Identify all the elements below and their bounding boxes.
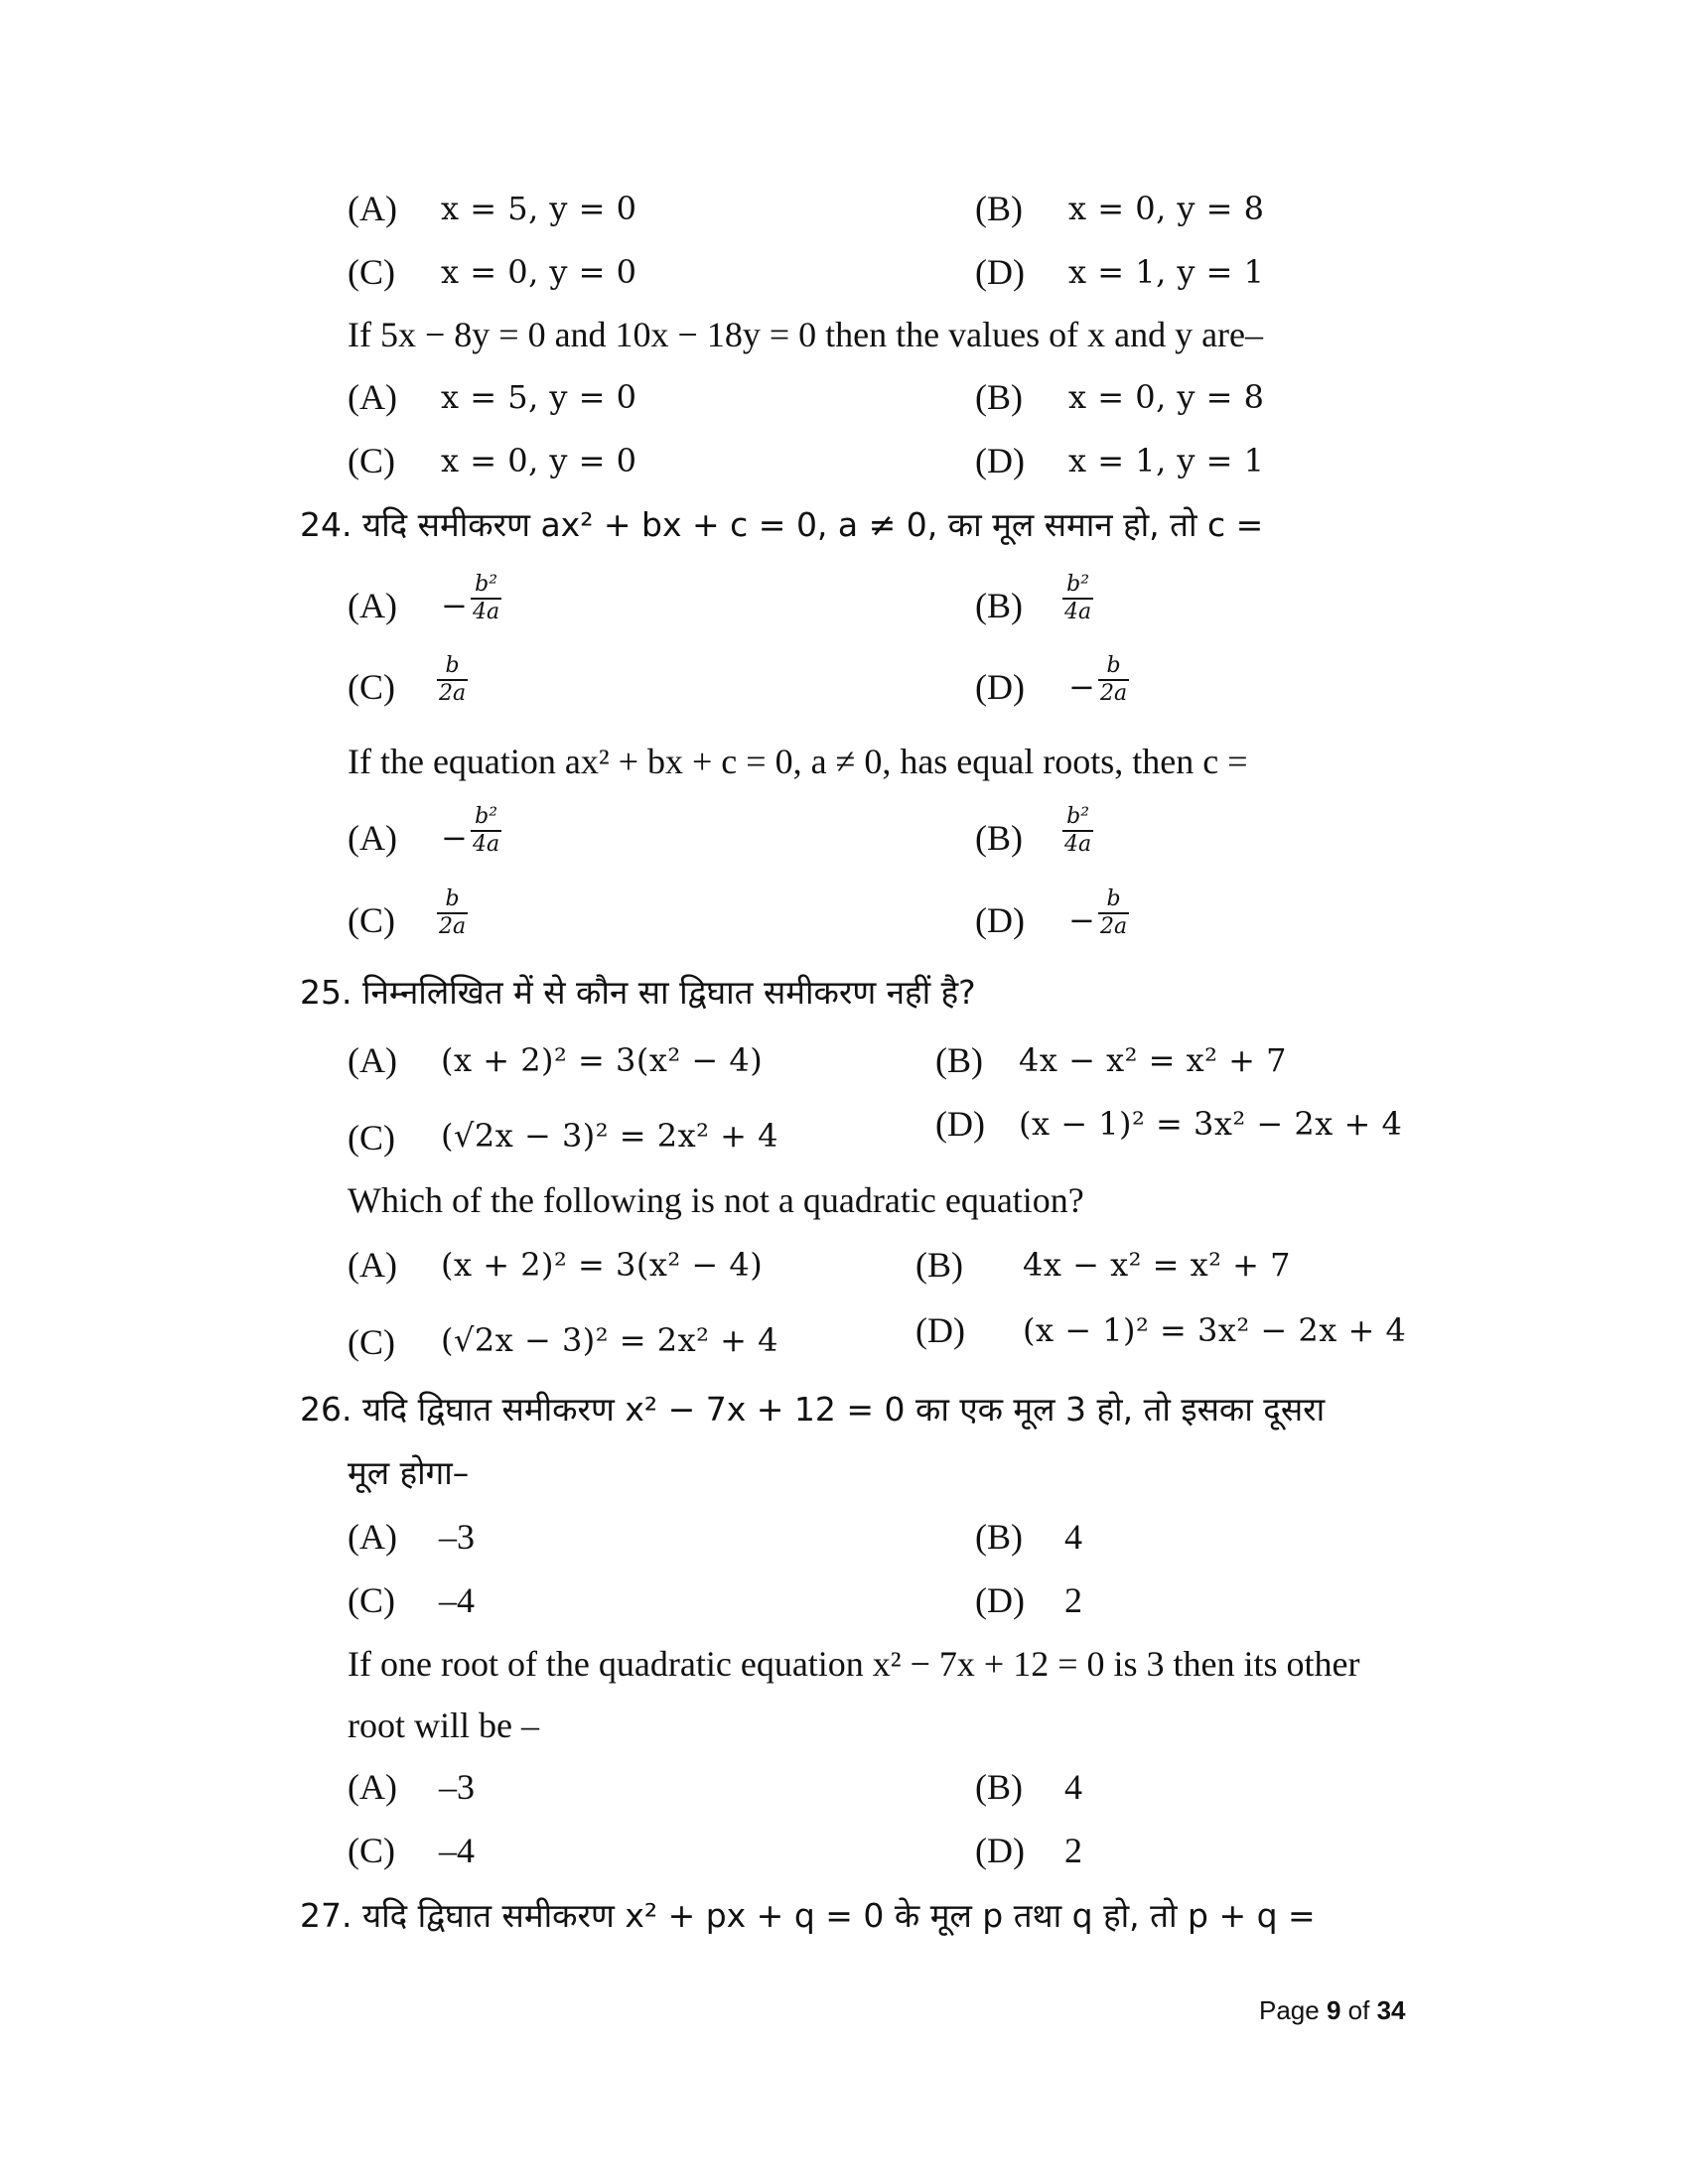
q24-en-option-a-fraction xyxy=(471,804,501,858)
q24-en-option-a-sign: − xyxy=(441,819,468,857)
q26-hi-question-line2: मूल होगा– xyxy=(348,1453,470,1492)
option-label-c: (C) xyxy=(348,667,395,707)
q25-hi-question: 25. निम्नलिखित में से कौन सा द्विघात समीकरण नहीं है? xyxy=(300,973,976,1012)
option-label-a: (A) xyxy=(348,377,397,417)
fraction-numerator: b xyxy=(1098,887,1129,914)
fraction-denominator: 4a xyxy=(473,600,500,624)
fraction-denominator: 2a xyxy=(1100,681,1128,706)
option-label-b: (B) xyxy=(975,1767,1023,1807)
q24-en-question: If the equation ax² + bx + c = 0, a ≠ 0, has equal roots, then c = xyxy=(348,742,1248,781)
q25-en-option-a: (x + 2)² = 3(x² − 4) xyxy=(441,1246,764,1284)
q24-hi-option-d-fraction xyxy=(1098,653,1129,707)
page-total: 34 xyxy=(1376,1995,1406,2025)
fraction-numerator: b xyxy=(437,887,468,914)
option-label-d: (D) xyxy=(975,441,1025,480)
option-label-b: (B) xyxy=(915,1245,963,1285)
fraction-denominator: 2a xyxy=(439,914,467,939)
q25-hi-option-a: (x + 2)² = 3(x² − 4) xyxy=(441,1041,764,1079)
fraction-numerator: b xyxy=(437,653,468,681)
q23-en-option-a: x = 5, y = 0 xyxy=(441,378,637,416)
page-prefix: Page xyxy=(1259,1995,1327,2025)
q26-en-question-line1: If one root of the quadratic equation x² − 7x + 12 = 0 is 3 then its other xyxy=(348,1644,1360,1684)
page-current: 9 xyxy=(1326,1995,1341,2025)
fraction-denominator: 2a xyxy=(1100,914,1128,939)
fraction-numerator: b² xyxy=(471,572,501,600)
option-label-d: (D) xyxy=(915,1310,965,1350)
q24-hi-option-a-sign: − xyxy=(441,587,468,624)
option-label-a: (A) xyxy=(348,1040,397,1080)
q26-hi-option-c: –4 xyxy=(439,1580,475,1620)
q23-hi-option-b: x = 0, y = 8 xyxy=(1068,190,1265,227)
q26-en-option-d: 2 xyxy=(1064,1831,1082,1870)
option-label-c: (C) xyxy=(348,900,395,940)
option-label-d: (D) xyxy=(975,252,1025,292)
q23-en-option-d: x = 1, y = 1 xyxy=(1068,442,1265,479)
q23-en-question: If 5x − 8y = 0 and 10x − 18y = 0 then the values of x and y are– xyxy=(348,315,1264,354)
page-middle: of xyxy=(1340,1995,1377,2025)
q24-hi-option-b-fraction xyxy=(1062,572,1093,625)
option-label-c: (C) xyxy=(348,441,395,480)
q26-en-option-a: –3 xyxy=(439,1767,475,1807)
fraction-denominator: 4a xyxy=(1064,600,1092,624)
fraction-numerator: b² xyxy=(1062,572,1093,600)
q26-hi-option-a: –3 xyxy=(439,1517,475,1557)
option-label-d: (D) xyxy=(975,900,1025,940)
option-label-a: (A) xyxy=(348,1245,397,1285)
q25-hi-option-d: (x − 1)² = 3x² − 2x + 4 xyxy=(1019,1105,1403,1143)
q25-en-option-c: (√2x − 3)² = 2x² + 4 xyxy=(441,1321,779,1359)
option-label-a: (A) xyxy=(348,1767,397,1807)
option-label-c: (C) xyxy=(348,252,395,292)
q23-hi-option-a: x = 5, y = 0 xyxy=(441,190,637,227)
option-label-d: (D) xyxy=(975,1831,1025,1870)
q24-hi-option-c-fraction xyxy=(437,653,468,707)
q26-hi-question-line1: 26. यदि द्विघात समीकरण x² − 7x + 12 = 0 का एक मूल 3 हो, तो इसका दूसरा xyxy=(300,1390,1326,1429)
q24-hi-option-a-fraction xyxy=(471,572,501,625)
q24-en-option-b-fraction xyxy=(1062,804,1093,858)
option-label-a: (A) xyxy=(348,1517,397,1557)
q25-hi-option-c: (√2x − 3)² = 2x² + 4 xyxy=(441,1117,779,1155)
option-label-d: (D) xyxy=(975,667,1025,707)
q25-hi-option-b: 4x − x² = x² + 7 xyxy=(1019,1041,1287,1079)
option-label-b: (B) xyxy=(935,1040,983,1080)
fraction-denominator: 2a xyxy=(439,681,467,706)
option-label-b: (B) xyxy=(975,1517,1023,1557)
option-label-b: (B) xyxy=(975,377,1023,417)
option-label-c: (C) xyxy=(348,1118,395,1158)
option-label-d: (D) xyxy=(935,1104,985,1144)
option-label-b: (B) xyxy=(975,189,1023,228)
q26-en-question-line2: root will be – xyxy=(348,1706,539,1745)
q24-hi-option-d-sign: − xyxy=(1068,668,1095,706)
fraction-numerator: b xyxy=(1098,653,1129,681)
q23-en-option-b: x = 0, y = 8 xyxy=(1068,378,1265,416)
option-label-c: (C) xyxy=(348,1580,395,1620)
q25-en-question: Which of the following is not a quadratic equation? xyxy=(348,1180,1084,1220)
q26-hi-option-b: 4 xyxy=(1064,1517,1082,1557)
option-label-c: (C) xyxy=(348,1831,395,1870)
option-label-b: (B) xyxy=(975,818,1023,858)
q24-en-option-c-fraction xyxy=(437,887,468,940)
fraction-denominator: 4a xyxy=(473,832,500,857)
q23-hi-option-d: x = 1, y = 1 xyxy=(1068,253,1265,291)
option-label-a: (A) xyxy=(348,818,397,858)
q23-en-option-c: x = 0, y = 0 xyxy=(441,442,637,479)
q25-en-option-b: 4x − x² = x² + 7 xyxy=(1023,1246,1291,1284)
q23-hi-option-c: x = 0, y = 0 xyxy=(441,253,637,291)
q24-en-option-d-fraction xyxy=(1098,887,1129,940)
q26-en-option-c: –4 xyxy=(439,1831,475,1870)
q26-en-option-b: 4 xyxy=(1064,1767,1082,1807)
option-label-a: (A) xyxy=(348,586,397,625)
fraction-numerator: b² xyxy=(471,804,501,832)
page-number xyxy=(1259,1995,1405,2026)
option-label-d: (D) xyxy=(975,1580,1025,1620)
q25-en-option-d: (x − 1)² = 3x² − 2x + 4 xyxy=(1023,1311,1407,1349)
option-label-b: (B) xyxy=(975,586,1023,625)
q24-en-option-d-sign: − xyxy=(1068,901,1095,939)
q26-hi-option-d: 2 xyxy=(1064,1580,1082,1620)
fraction-numerator: b² xyxy=(1062,804,1093,832)
q27-hi-question: 27. यदि द्विघात समीकरण x² + px + q = 0 के मूल p तथा q हो, तो p + q = xyxy=(300,1896,1316,1935)
fraction-denominator: 4a xyxy=(1064,832,1092,857)
option-label-a: (A) xyxy=(348,189,397,228)
q24-hi-question: 24. यदि समीकरण ax² + bx + c = 0, a ≠ 0, का मूल समान हो, तो c = xyxy=(300,505,1264,544)
option-label-c: (C) xyxy=(348,1322,395,1362)
